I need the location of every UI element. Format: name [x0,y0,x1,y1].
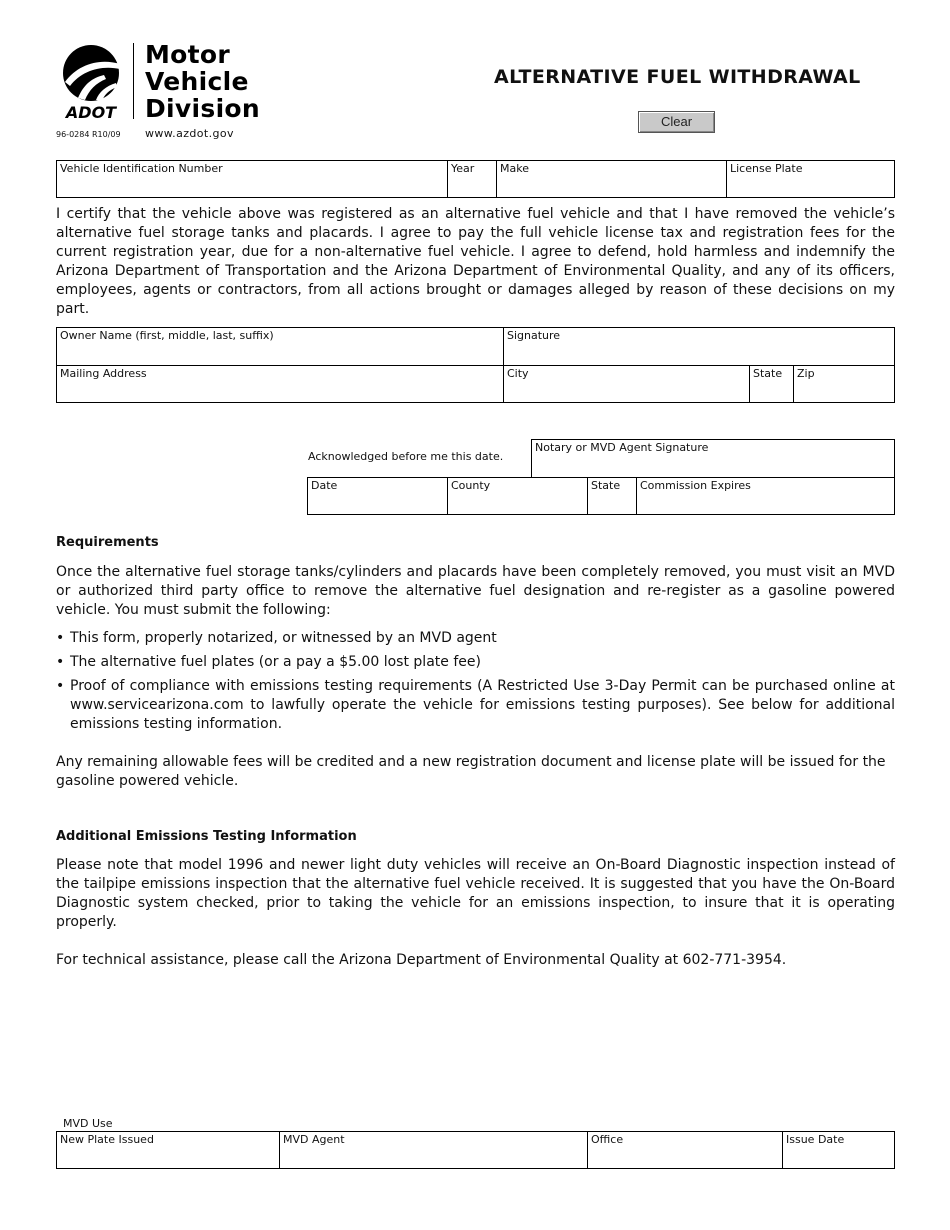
clear-button[interactable]: Clear [638,111,715,133]
requirements-heading: Requirements [56,535,159,550]
list-item: • This form, properly notarized, or witnessed by an MVD agent [56,629,895,648]
requirements-closing: Any remaining allowable fees will be credited and a new registration document and license plate will be issued for the gasoline powered vehicle. [56,754,886,789]
form-code: 96-0284 R10/09 [56,130,121,139]
notary-signature-field[interactable] [531,439,895,478]
office-label: Office [591,1133,624,1146]
emissions-heading: Additional Emissions Testing Information [56,829,357,844]
new-plate-issued-label: New Plate Issued [60,1133,154,1146]
owner-name-field[interactable] [56,327,504,366]
license-plate-label: License Plate [730,162,803,175]
make-label: Make [500,162,529,175]
signature-field[interactable] [503,327,895,366]
issue-date-label: Issue Date [786,1133,845,1146]
mailing-address-label: Mailing Address [60,367,147,380]
list-item: • Proof of compliance with emissions testing requirements (A Restricted Use 3-Day Permit can be purchased online at www.servicearizona.com to lawfully operate the vehicle for emissions testing purposes). See below for additional emissions testing information. [56,677,895,734]
emissions-body: Please note that model 1996 and newer light duty vehicles will receive an On-Board Diagnostic inspection instead of the tailpipe emissions inspection that the alternative fuel vehicle received. It is suggested that you have the On-Board Diagnostic system checked, prior to taking the vehicle for an emissions inspection, to insure that it is operating properly. [56,857,895,930]
signature-label: Signature [507,329,561,342]
division-line-3: Division [145,94,261,123]
new-plate-issued-field[interactable] [56,1131,280,1169]
notary-state-label: State [591,479,621,492]
zip-label: Zip [797,367,815,380]
vin-label: Vehicle Identification Number [60,162,223,175]
mvd-use-label: MVD Use [63,1117,113,1130]
license-plate-field[interactable] [726,160,895,198]
make-field[interactable] [496,160,727,198]
notary-state-field[interactable] [587,477,637,515]
owner-state-field[interactable] [749,365,794,403]
year-field[interactable] [447,160,497,198]
commission-expires-field[interactable] [636,477,895,515]
technical-assistance-text: For technical assistance, please call the Arizona Department of Environmental Quality at 602-771-3954. [56,952,787,968]
logo-text: ADOT [65,103,117,120]
commission-expires-label: Commission Expires [640,479,751,492]
year-label: Year [451,162,475,175]
vin-field[interactable] [56,160,448,198]
mvd-agent-field[interactable] [279,1131,588,1169]
division-line-2: Vehicle [145,67,249,96]
requirements-intro: Once the alternative fuel storage tanks/cylinders and placards have been completely removed, you must visit an MVD or authorized third party office to remove the alternative fuel designation and re-register as a gasoline powered vehicle. You must submit the following: [56,564,895,618]
adot-logo [56,44,126,120]
notary-date-label: Date [311,479,338,492]
logo-divider [133,43,134,119]
county-label: County [451,479,491,492]
notary-date-field[interactable] [307,477,448,515]
list-item: • The alternative fuel plates (or a pay a $5.00 lost plate fee) [56,653,895,672]
issue-date-field[interactable] [782,1131,895,1169]
owner-state-label: State [753,367,783,380]
county-field[interactable] [447,477,588,515]
form-title: ALTERNATIVE FUEL WITHDRAWAL [494,66,861,88]
requirements-list [56,629,895,734]
notary-signature-label: Notary or MVD Agent Signature [535,441,709,454]
owner-name-label: Owner Name (first, middle, last, suffix) [60,329,274,342]
website-link[interactable]: www.azdot.gov [145,127,234,140]
acknowledged-text: Acknowledged before me this date. [308,450,504,463]
city-label: City [507,367,529,380]
division-line-1: Motor [145,40,231,69]
adot-logo-icon [56,44,126,120]
mvd-agent-label: MVD Agent [283,1133,345,1146]
certification-text: I certify that the vehicle above was registered as an alternative fuel vehicle and that I have removed the vehicle’s alternative fuel storage tanks and placards. I agree to pay the full vehicle license tax and registration fees for the current registration year, due for a non-alternative fuel vehicle. I agree to defend, hold harmless and indemnify the Arizona Department of Transportation and the Arizona Department of Environmental Quality, and any of its officers, employees, agents or contractors, from all actions brought or damages alleged by reason of these decisions on my part. [56,206,895,317]
city-field[interactable] [503,365,750,403]
zip-field[interactable] [793,365,895,403]
mailing-address-field[interactable] [56,365,504,403]
office-field[interactable] [587,1131,783,1169]
